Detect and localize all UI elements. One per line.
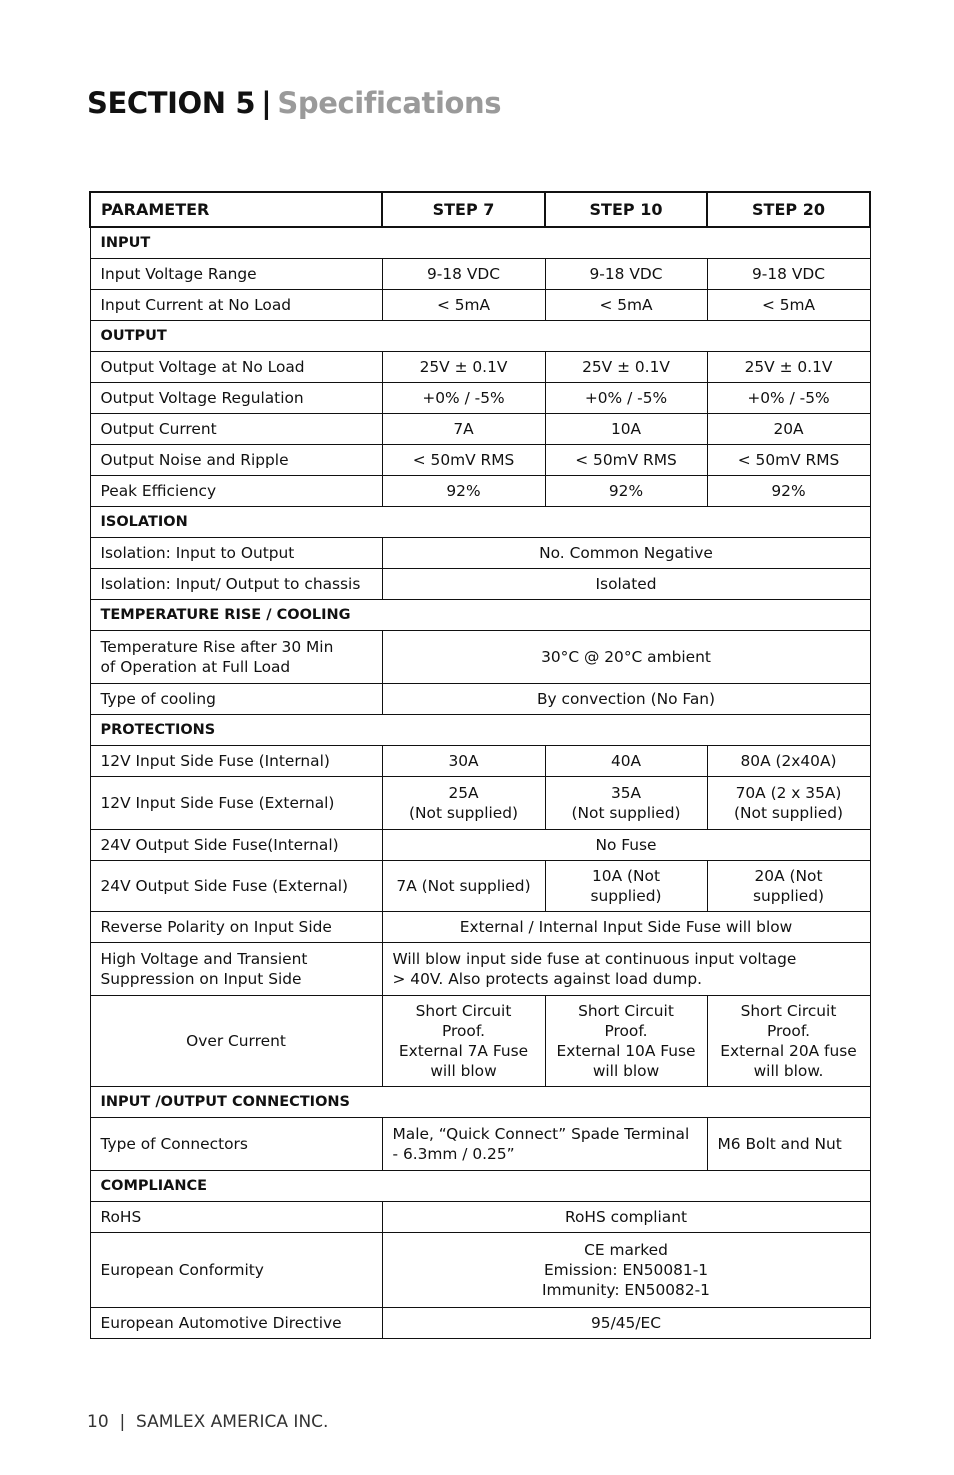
param-cell: 24V Output Side Fuse (External) (90, 861, 382, 912)
table-row (90, 476, 870, 507)
table-row (90, 684, 870, 715)
header-parameter: PARAMETER (90, 192, 382, 227)
table-row (90, 912, 870, 943)
section-title-cell: ISOLATION (90, 507, 870, 538)
merged-value-cell: Will blow input side fuse at continuous input voltage > 40V. Also protects against load dump. (382, 943, 870, 996)
section-row-protections (90, 715, 870, 746)
merged-value-cell: 95/45/EC (382, 1308, 870, 1339)
section-title-cell: TEMPERATURE RISE / COOLING (90, 600, 870, 631)
param-cell: Isolation: Input to Output (90, 538, 382, 569)
value-cell: 92% (707, 476, 870, 507)
value-cell: < 5mA (545, 290, 707, 321)
value-cell: 10A (545, 414, 707, 445)
value-cell: 30A (382, 746, 545, 777)
merged-value-cell: No Fuse (382, 830, 870, 861)
section-title-cell: COMPLIANCE (90, 1171, 870, 1202)
table-row (90, 1308, 870, 1339)
table-row (90, 830, 870, 861)
value-cell: 25V ± 0.1V (382, 352, 545, 383)
value-cell: 10A (Not supplied) (545, 861, 707, 912)
value-cell: < 50mV RMS (382, 445, 545, 476)
value-cell: 9-18 VDC (707, 259, 870, 290)
section-row-isolation (90, 507, 870, 538)
param-cell: Temperature Rise after 30 Min of Operation at Full Load (90, 631, 382, 684)
param-cell: Output Noise and Ripple (90, 445, 382, 476)
table-row (90, 943, 870, 996)
param-cell: Input Voltage Range (90, 259, 382, 290)
table-row (90, 1118, 870, 1171)
value-cell: 7A (Not supplied) (382, 861, 545, 912)
value-cell: 25V ± 0.1V (707, 352, 870, 383)
table-row (90, 414, 870, 445)
table-row (90, 996, 870, 1087)
table-row (90, 383, 870, 414)
param-cell: Output Voltage at No Load (90, 352, 382, 383)
param-cell: Type of Connectors (90, 1118, 382, 1171)
param-cell: Type of cooling (90, 684, 382, 715)
table-row (90, 861, 870, 912)
section-row-temperature (90, 600, 870, 631)
param-cell: Output Voltage Regulation (90, 383, 382, 414)
value-cell: 40A (545, 746, 707, 777)
company-name: SAMLEX AMERICA INC. (136, 1412, 329, 1432)
param-cell: Isolation: Input/ Output to chassis (90, 569, 382, 600)
merged-value-cell: Male, “Quick Connect” Spade Terminal - 6.3mm / 0.25” (382, 1118, 707, 1171)
table-row (90, 777, 870, 830)
section-title-cell: INPUT /OUTPUT CONNECTIONS (90, 1087, 870, 1118)
header-step-20: STEP 20 (707, 192, 870, 227)
merged-value-cell: External / Internal Input Side Fuse will blow (382, 912, 870, 943)
value-cell: Short Circuit Proof. External 7A Fuse will blow (382, 996, 545, 1087)
param-cell: Output Current (90, 414, 382, 445)
merged-value-cell: 30°C @ 20°C ambient (382, 631, 870, 684)
section-row-connections (90, 1087, 870, 1118)
value-cell: 92% (545, 476, 707, 507)
section-number: SECTION 5 (87, 86, 256, 120)
param-cell: Reverse Polarity on Input Side (90, 912, 382, 943)
section-title-cell: INPUT (90, 227, 870, 259)
table-row (90, 1233, 870, 1308)
value-cell: 20A (Not supplied) (707, 861, 870, 912)
value-cell: 92% (382, 476, 545, 507)
param-cell: European Automotive Directive (90, 1308, 382, 1339)
table-row (90, 538, 870, 569)
param-cell: 12V Input Side Fuse (Internal) (90, 746, 382, 777)
section-row-output (90, 321, 870, 352)
param-cell: Over Current (90, 996, 382, 1087)
value-cell: 25V ± 0.1V (545, 352, 707, 383)
param-cell: RoHS (90, 1202, 382, 1233)
table-row (90, 569, 870, 600)
value-cell: M6 Bolt and Nut (707, 1118, 870, 1171)
footer-separator: | (119, 1412, 126, 1432)
param-cell: Peak Efficiency (90, 476, 382, 507)
section-title: Specifications (277, 86, 502, 120)
page-number: 10 (87, 1412, 109, 1432)
table-header-row (90, 192, 870, 227)
header-step-10: STEP 10 (545, 192, 707, 227)
value-cell: Short Circuit Proof. External 20A fuse will blow. (707, 996, 870, 1087)
page-heading (87, 86, 501, 120)
page-footer (87, 1412, 328, 1432)
section-row-input (90, 227, 870, 259)
table-row (90, 352, 870, 383)
value-cell: 70A (2 x 35A) (Not supplied) (707, 777, 870, 830)
value-cell: +0% / -5% (382, 383, 545, 414)
param-cell: 12V Input Side Fuse (External) (90, 777, 382, 830)
table-row (90, 259, 870, 290)
value-cell: < 5mA (707, 290, 870, 321)
value-cell: 20A (707, 414, 870, 445)
value-cell: Short Circuit Proof. External 10A Fuse will blow (545, 996, 707, 1087)
value-cell: 25A (Not supplied) (382, 777, 545, 830)
value-cell: < 50mV RMS (545, 445, 707, 476)
value-cell: +0% / -5% (545, 383, 707, 414)
specifications-table (89, 191, 871, 1339)
section-title-cell: OUTPUT (90, 321, 870, 352)
value-cell: 9-18 VDC (545, 259, 707, 290)
value-cell: < 50mV RMS (707, 445, 870, 476)
param-cell: High Voltage and Transient Suppression on Input Side (90, 943, 382, 996)
value-cell: 7A (382, 414, 545, 445)
merged-value-cell: Isolated (382, 569, 870, 600)
merged-value-cell: By convection (No Fan) (382, 684, 870, 715)
param-cell: Input Current at No Load (90, 290, 382, 321)
table-row (90, 445, 870, 476)
param-cell: European Conformity (90, 1233, 382, 1308)
value-cell: +0% / -5% (707, 383, 870, 414)
table-row (90, 1202, 870, 1233)
value-cell: 9-18 VDC (382, 259, 545, 290)
merged-value-cell: RoHS compliant (382, 1202, 870, 1233)
table-row (90, 746, 870, 777)
value-cell: < 5mA (382, 290, 545, 321)
heading-separator: | (261, 86, 272, 120)
header-step-7: STEP 7 (382, 192, 545, 227)
value-cell: 80A (2x40A) (707, 746, 870, 777)
table-row (90, 631, 870, 684)
param-cell: 24V Output Side Fuse(Internal) (90, 830, 382, 861)
value-cell: 35A (Not supplied) (545, 777, 707, 830)
merged-value-cell: No. Common Negative (382, 538, 870, 569)
table-row (90, 290, 870, 321)
section-row-compliance (90, 1171, 870, 1202)
section-title-cell: PROTECTIONS (90, 715, 870, 746)
merged-value-cell: CE marked Emission: EN50081-1 Immunity: EN50082-1 (382, 1233, 870, 1308)
